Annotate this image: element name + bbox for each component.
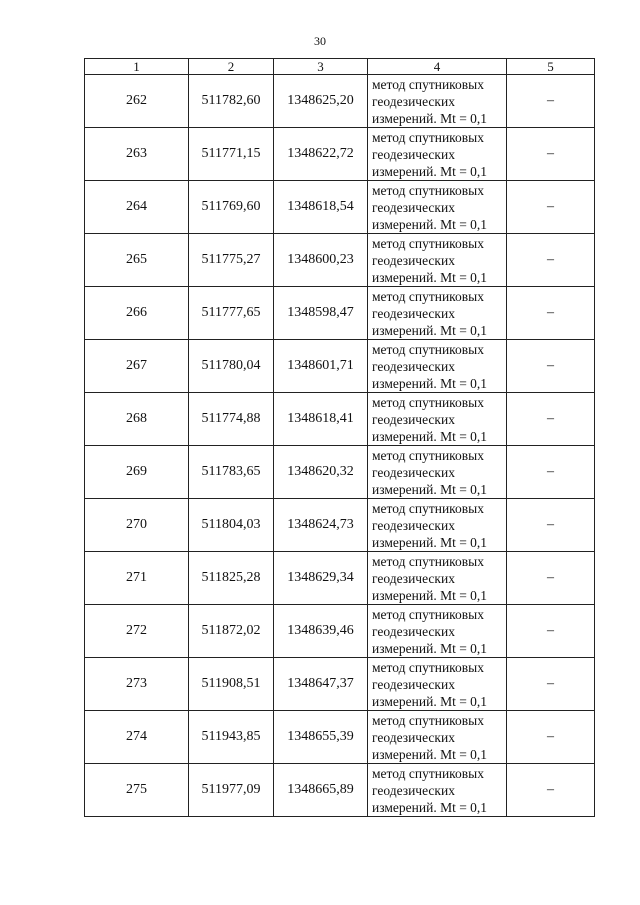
method-cell: метод спутниковых геодезических измерений. Mt = 0,1 <box>368 340 507 393</box>
y-coordinate-cell: 1348655,39 <box>274 711 368 764</box>
method-cell: метод спутниковых геодезических измерений. Mt = 0,1 <box>368 499 507 552</box>
header-col-5: 5 <box>507 59 595 75</box>
y-coordinate-cell: 1348600,23 <box>274 234 368 287</box>
table-header <box>85 59 595 75</box>
table-row <box>85 658 595 711</box>
x-coordinate-cell: 511780,04 <box>189 340 274 393</box>
page-number: 30 <box>314 34 326 48</box>
method-cell: метод спутниковых геодезических измерений. Mt = 0,1 <box>368 393 507 446</box>
note-cell: – <box>507 552 595 605</box>
table-row <box>85 605 595 658</box>
point-number-cell: 263 <box>85 128 189 181</box>
note-cell: – <box>507 658 595 711</box>
header-col-2: 2 <box>189 59 274 75</box>
point-number-cell: 268 <box>85 393 189 446</box>
method-cell: метод спутниковых геодезических измерений. Mt = 0,1 <box>368 764 507 817</box>
table-row <box>85 764 595 817</box>
method-cell: метод спутниковых геодезических измерений. Mt = 0,1 <box>368 75 507 128</box>
x-coordinate-cell: 511771,15 <box>189 128 274 181</box>
x-coordinate-cell: 511872,02 <box>189 605 274 658</box>
table-row <box>85 552 595 605</box>
x-coordinate-cell: 511977,09 <box>189 764 274 817</box>
y-coordinate-cell: 1348598,47 <box>274 287 368 340</box>
point-number-cell: 272 <box>85 605 189 658</box>
x-coordinate-cell: 511804,03 <box>189 499 274 552</box>
method-cell: метод спутниковых геодезических измерений. Mt = 0,1 <box>368 552 507 605</box>
y-coordinate-cell: 1348620,32 <box>274 446 368 499</box>
table-row <box>85 181 595 234</box>
note-cell: – <box>507 75 595 128</box>
note-cell: – <box>507 764 595 817</box>
method-cell: метод спутниковых геодезических измерений. Mt = 0,1 <box>368 287 507 340</box>
note-cell: – <box>507 181 595 234</box>
point-number-cell: 270 <box>85 499 189 552</box>
header-col-1: 1 <box>85 59 189 75</box>
x-coordinate-cell: 511783,65 <box>189 446 274 499</box>
table-row <box>85 446 595 499</box>
table-row <box>85 393 595 446</box>
y-coordinate-cell: 1348618,54 <box>274 181 368 234</box>
point-number-cell: 262 <box>85 75 189 128</box>
note-cell: – <box>507 446 595 499</box>
method-cell: метод спутниковых геодезических измерений. Mt = 0,1 <box>368 658 507 711</box>
point-number-cell: 265 <box>85 234 189 287</box>
x-coordinate-cell: 511774,88 <box>189 393 274 446</box>
note-cell: – <box>507 287 595 340</box>
point-number-cell: 264 <box>85 181 189 234</box>
table-row <box>85 499 595 552</box>
table-row <box>85 711 595 764</box>
y-coordinate-cell: 1348647,37 <box>274 658 368 711</box>
note-cell: – <box>507 340 595 393</box>
table-row <box>85 75 595 128</box>
note-cell: – <box>507 393 595 446</box>
x-coordinate-cell: 511943,85 <box>189 711 274 764</box>
method-cell: метод спутниковых геодезических измерений. Mt = 0,1 <box>368 605 507 658</box>
method-cell: метод спутниковых геодезических измерений. Mt = 0,1 <box>368 711 507 764</box>
table-row <box>85 234 595 287</box>
x-coordinate-cell: 511777,65 <box>189 287 274 340</box>
method-cell: метод спутниковых геодезических измерений. Mt = 0,1 <box>368 181 507 234</box>
y-coordinate-cell: 1348629,34 <box>274 552 368 605</box>
note-cell: – <box>507 234 595 287</box>
method-cell: метод спутниковых геодезических измерений. Mt = 0,1 <box>368 128 507 181</box>
x-coordinate-cell: 511769,60 <box>189 181 274 234</box>
x-coordinate-cell: 511775,27 <box>189 234 274 287</box>
coordinates-table <box>84 58 595 817</box>
x-coordinate-cell: 511825,28 <box>189 552 274 605</box>
y-coordinate-cell: 1348618,41 <box>274 393 368 446</box>
table-row <box>85 340 595 393</box>
note-cell: – <box>507 499 595 552</box>
point-number-cell: 275 <box>85 764 189 817</box>
point-number-cell: 273 <box>85 658 189 711</box>
y-coordinate-cell: 1348625,20 <box>274 75 368 128</box>
y-coordinate-cell: 1348622,72 <box>274 128 368 181</box>
table-body <box>85 75 595 817</box>
point-number-cell: 269 <box>85 446 189 499</box>
table-row <box>85 128 595 181</box>
x-coordinate-cell: 511908,51 <box>189 658 274 711</box>
header-row <box>85 59 595 75</box>
method-cell: метод спутниковых геодезических измерений. Mt = 0,1 <box>368 234 507 287</box>
header-col-4: 4 <box>368 59 507 75</box>
note-cell: – <box>507 128 595 181</box>
point-number-cell: 266 <box>85 287 189 340</box>
table-row <box>85 287 595 340</box>
y-coordinate-cell: 1348665,89 <box>274 764 368 817</box>
point-number-cell: 271 <box>85 552 189 605</box>
y-coordinate-cell: 1348624,73 <box>274 499 368 552</box>
x-coordinate-cell: 511782,60 <box>189 75 274 128</box>
point-number-cell: 267 <box>85 340 189 393</box>
method-cell: метод спутниковых геодезических измерений. Mt = 0,1 <box>368 446 507 499</box>
header-col-3: 3 <box>274 59 368 75</box>
y-coordinate-cell: 1348601,71 <box>274 340 368 393</box>
point-number-cell: 274 <box>85 711 189 764</box>
note-cell: – <box>507 605 595 658</box>
note-cell: – <box>507 711 595 764</box>
y-coordinate-cell: 1348639,46 <box>274 605 368 658</box>
